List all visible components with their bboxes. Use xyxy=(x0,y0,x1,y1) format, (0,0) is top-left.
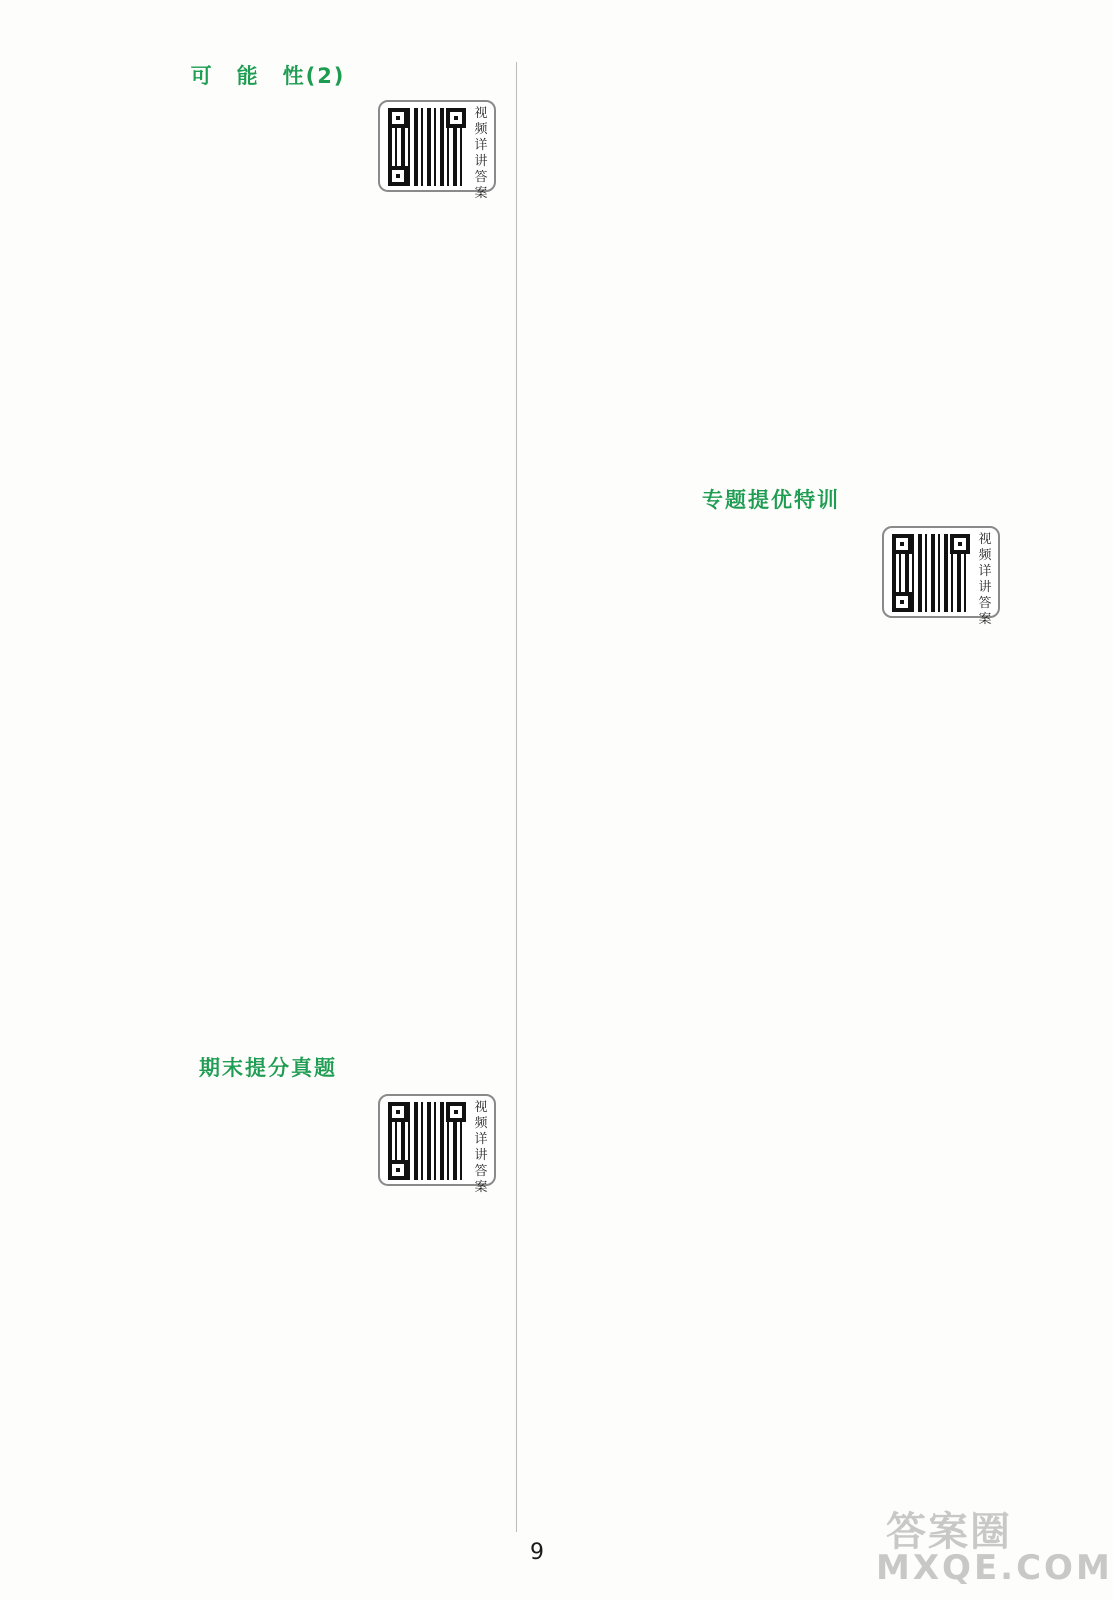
watermark-logo xyxy=(868,1498,1113,1594)
qr-code-video-answer-1[interactable] xyxy=(378,100,496,201)
qr-label: 视频详讲答案 xyxy=(474,106,488,201)
watermark-url: MXQE.COM xyxy=(876,1548,1113,1588)
qr-finder xyxy=(388,108,408,128)
qr-finder xyxy=(892,534,912,554)
qr-label: 视频详讲答案 xyxy=(978,532,992,627)
column-divider xyxy=(516,62,517,1532)
section-heading-final-exam: 期末提分真题 xyxy=(199,1056,337,1080)
qr-finder xyxy=(388,1160,408,1180)
qr-finder xyxy=(446,1102,466,1122)
section-heading-special-training: 专题提优特训 xyxy=(702,488,840,512)
qr-finder xyxy=(388,1102,408,1122)
qr-code-video-answer-3[interactable] xyxy=(378,1094,496,1195)
qr-label: 视频详讲答案 xyxy=(474,1100,488,1195)
qr-finder xyxy=(388,166,408,186)
qr-code-video-answer-2[interactable] xyxy=(882,526,1000,627)
qr-finder xyxy=(892,592,912,612)
watermark-text: 答案圈 xyxy=(886,1509,1012,1555)
section-heading-probability-2: 可 能 性(2) xyxy=(190,64,346,88)
page-number: 9 xyxy=(530,1540,544,1565)
qr-finder xyxy=(446,108,466,128)
qr-finder xyxy=(950,534,970,554)
